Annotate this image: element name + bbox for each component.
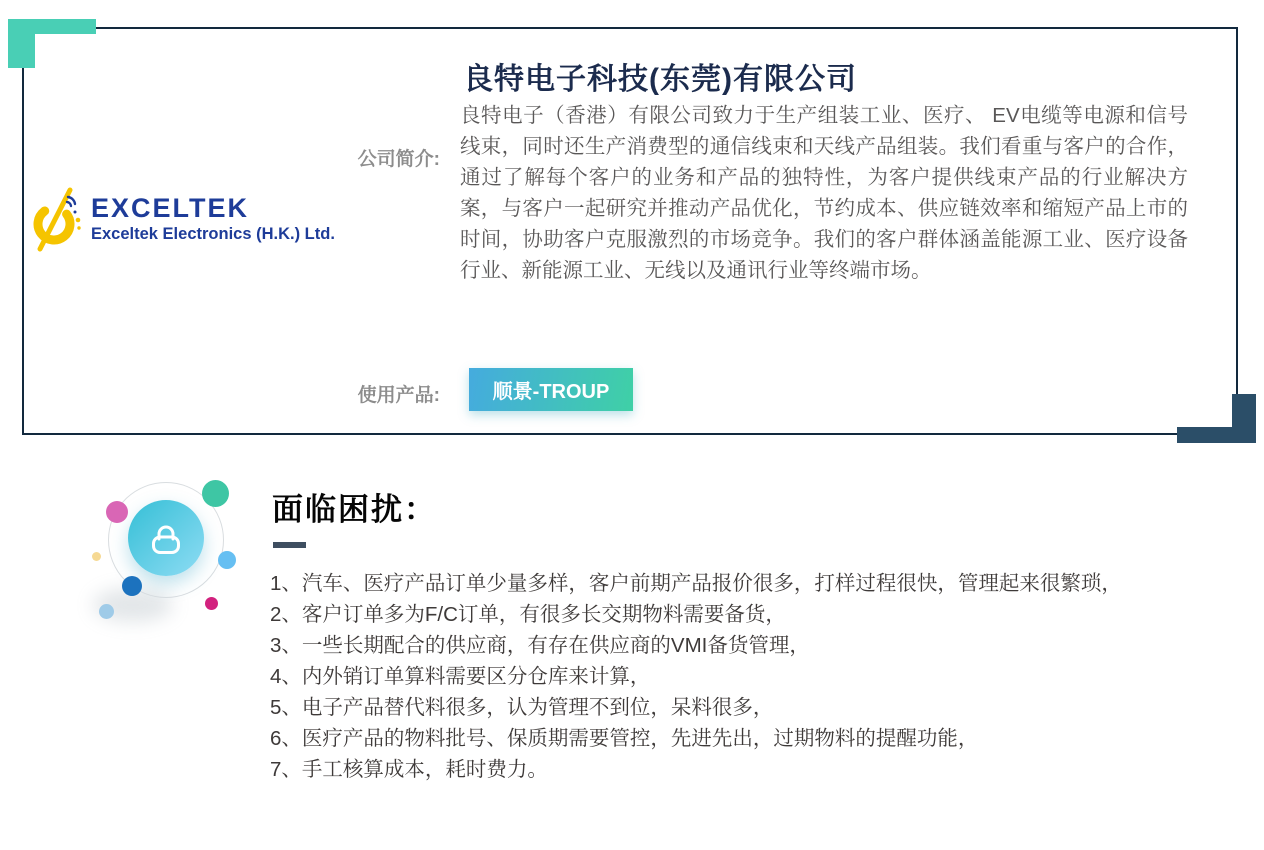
product-button[interactable]: 顺景-TROUP	[469, 368, 633, 411]
list-item: 6、医疗产品的物料批号、保质期需要管控，先进先出，过期物料的提醒功能，	[270, 727, 979, 750]
navy-corner-accent	[1177, 427, 1256, 443]
logo-subtitle: Exceltek Electronics (H.K.) Ltd.	[91, 225, 335, 243]
decor-dot-green	[202, 480, 229, 507]
product-label: 使用产品:	[357, 385, 440, 406]
decor-dot-blue-dark	[122, 576, 142, 596]
list-item: 1、汽车、医疗产品订单少量多样，客户前期产品报价很多，打样过程很快，管理起来很繁琐，	[270, 572, 1122, 595]
decor-dot-blue-pale	[99, 604, 114, 619]
decor-dot-blue-light	[218, 551, 236, 569]
company-title: 良特电子科技(东莞)有限公司	[463, 63, 857, 96]
list-item: 4、内外销订单算料需要区分仓库来计算，	[270, 665, 651, 688]
list-item: 3、一些长期配合的供应商，有存在供应商的VMI备货管理，	[270, 634, 810, 657]
badge-circle	[128, 500, 204, 576]
challenges-list	[270, 568, 1186, 785]
lock-icon	[146, 518, 186, 558]
decor-dot-pink	[106, 501, 128, 523]
challenges-heading: 面临困扰：	[272, 492, 437, 527]
company-logo	[33, 186, 333, 252]
exceltek-logo-icon	[33, 186, 87, 252]
logo-text	[91, 186, 335, 244]
lock-badge	[85, 470, 245, 635]
company-intro-text: 良特电子（香港）有限公司致力于生产组装工业、医疗、 EV电缆等电源和信号线束，同时还生产消费型的通信线束和天线产品组装。我们看重与客户的合作，通过了解每个客户的业务和产品的独特性，为客户提供线束产品的行业解决方案，与客户一起研究并推动产品优化，节约成本、供应链效率和缩短产品上市的时间，协助客户克服激烈的市场竞争。我们的客户群体涵盖能源工业、医疗设备行业、新能源工业、无线以及通讯行业等终端市场。	[460, 104, 1188, 282]
teal-corner-accent	[8, 19, 96, 34]
decor-dot-yellow	[92, 552, 101, 561]
decor-dot-magenta	[205, 597, 218, 610]
logo-name: EXCELTEK	[91, 193, 250, 223]
list-item: 2、客户订单多为F/C订单，有很多长交期物料需要备货，	[270, 603, 786, 626]
list-item: 7、手工核算成本，耗时费力。	[270, 758, 548, 781]
intro-label: 公司简介:	[357, 149, 440, 170]
heading-dash	[273, 542, 306, 548]
list-item: 5、电子产品替代料很多，认为管理不到位，呆料很多，	[270, 696, 774, 719]
